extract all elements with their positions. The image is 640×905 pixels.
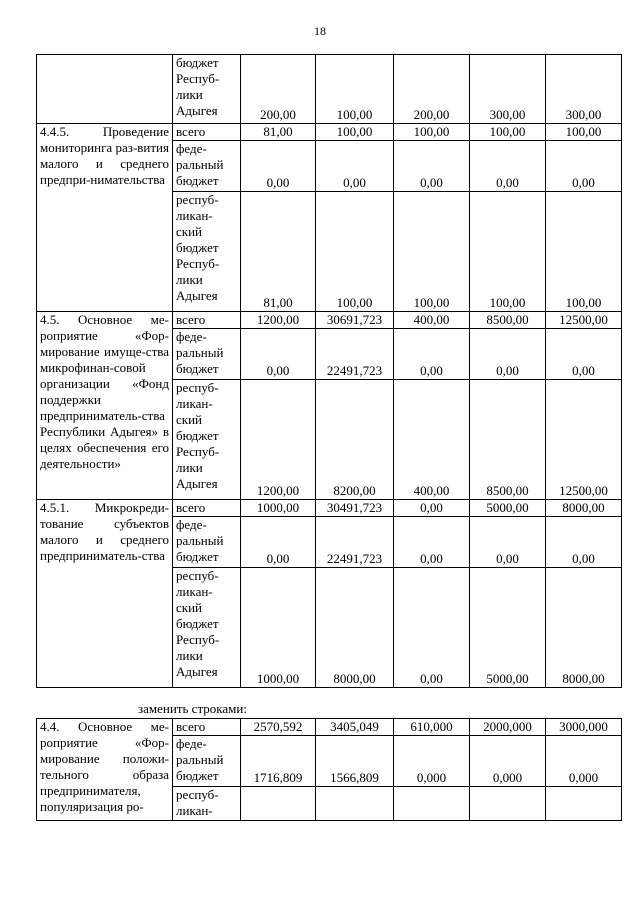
replace-note: заменить строками: <box>138 701 247 716</box>
value-cell: 12500,00 <box>546 312 622 329</box>
value-cell: 100,00 <box>546 124 622 141</box>
funding-source-cell: респуб- ликан- ский бюджет Респуб- лики Адыгея <box>173 380 241 500</box>
value-cell <box>470 787 546 821</box>
value-cell: 81,00 <box>241 124 316 141</box>
value-cell: 300,00 <box>470 55 546 124</box>
value-cell: 22491,723 <box>316 329 394 380</box>
value-cell <box>546 787 622 821</box>
value-cell: 100,00 <box>470 124 546 141</box>
funding-source-cell: респуб- ликан- ский бюджет Респуб- лики Адыгея <box>173 568 241 688</box>
value-cell <box>316 787 394 821</box>
measure-description: 4.4. Основное ме-роприятие «Фор-мирование положи-тельного образа предпринимателя, популяризация ро- <box>37 719 173 821</box>
value-cell: 30491,723 <box>316 500 394 517</box>
table-row <box>37 124 622 141</box>
table-row <box>37 500 622 517</box>
value-cell: 0,00 <box>470 517 546 568</box>
value-cell: 0,000 <box>394 736 470 787</box>
value-cell: 8200,00 <box>316 380 394 500</box>
value-cell: 1000,00 <box>241 568 316 688</box>
value-cell: 200,00 <box>394 55 470 124</box>
value-cell: 0,00 <box>546 517 622 568</box>
value-cell: 0,00 <box>316 141 394 192</box>
value-cell: 8500,00 <box>470 312 546 329</box>
value-cell: 12500,00 <box>546 380 622 500</box>
value-cell: 5000,00 <box>470 568 546 688</box>
page-number: 18 <box>314 24 326 38</box>
value-cell: 100,00 <box>316 124 394 141</box>
value-cell: 400,00 <box>394 312 470 329</box>
value-cell: 22491,723 <box>316 517 394 568</box>
funding-source-cell: всего <box>173 124 241 141</box>
measure-description: 4.4.5. Проведение мониторинга раз-вития малого и среднего предпри-нимательства <box>37 124 173 312</box>
value-cell: 2000,000 <box>470 719 546 736</box>
funding-source-cell: респуб- ликан- <box>173 787 241 821</box>
value-cell: 0,00 <box>546 141 622 192</box>
value-cell: 0,00 <box>394 517 470 568</box>
value-cell: 100,00 <box>394 192 470 312</box>
value-cell: 1716,809 <box>241 736 316 787</box>
value-cell: 300,00 <box>546 55 622 124</box>
value-cell: 8500,00 <box>470 380 546 500</box>
value-cell: 5000,00 <box>470 500 546 517</box>
funding-source-cell: феде- ральный бюджет <box>173 736 241 787</box>
value-cell: 610,000 <box>394 719 470 736</box>
funding-source-cell: феде- ральный бюджет <box>173 141 241 192</box>
value-cell: 1200,00 <box>241 380 316 500</box>
value-cell: 0,00 <box>241 329 316 380</box>
value-cell: 1000,00 <box>241 500 316 517</box>
value-cell: 8000,00 <box>546 500 622 517</box>
funding-source-cell: феде- ральный бюджет <box>173 329 241 380</box>
value-cell <box>394 787 470 821</box>
value-cell: 0,000 <box>470 736 546 787</box>
value-cell: 1200,00 <box>241 312 316 329</box>
table-row <box>37 719 622 736</box>
value-cell: 30691,723 <box>316 312 394 329</box>
value-cell: 0,00 <box>546 329 622 380</box>
value-cell: 0,00 <box>241 517 316 568</box>
value-cell: 0,00 <box>241 141 316 192</box>
funding-source-cell: всего <box>173 312 241 329</box>
measure-description: 4.5.1. Микрокреди-тование субъектов малого и среднего предприниматель-ства <box>37 500 173 688</box>
value-cell: 2570,592 <box>241 719 316 736</box>
value-cell: 0,00 <box>394 568 470 688</box>
value-cell: 100,00 <box>316 55 394 124</box>
measure-description: 4.5. Основное ме-роприятие «Фор-мирование имуще-ства микрофинан-совой организации «Фонд поддержки предприниматель-ства Республики Адыгея» в целях обеспечения его деятельности» <box>37 312 173 500</box>
value-cell: 100,00 <box>394 124 470 141</box>
value-cell: 3405,049 <box>316 719 394 736</box>
funding-source-cell: всего <box>173 719 241 736</box>
value-cell: 0,00 <box>394 329 470 380</box>
funding-source-cell: респуб- ликан- ский бюджет Респуб- лики Адыгея <box>173 192 241 312</box>
value-cell: 400,00 <box>394 380 470 500</box>
funding-source-cell: феде- ральный бюджет <box>173 517 241 568</box>
funding-source-cell: бюджет Респуб- лики Адыгея <box>173 55 241 124</box>
value-cell: 0,00 <box>470 329 546 380</box>
value-cell: 8000,00 <box>316 568 394 688</box>
budget-table-original <box>36 54 622 688</box>
value-cell: 100,00 <box>470 192 546 312</box>
value-cell <box>241 787 316 821</box>
value-cell: 0,00 <box>394 500 470 517</box>
value-cell: 200,00 <box>241 55 316 124</box>
value-cell: 81,00 <box>241 192 316 312</box>
value-cell: 0,00 <box>394 141 470 192</box>
value-cell: 0,000 <box>546 736 622 787</box>
value-cell: 100,00 <box>316 192 394 312</box>
budget-table-replacement <box>36 718 622 821</box>
value-cell: 1566,809 <box>316 736 394 787</box>
table-row <box>37 55 622 124</box>
value-cell: 100,00 <box>546 192 622 312</box>
funding-source-cell: всего <box>173 500 241 517</box>
value-cell: 0,00 <box>470 141 546 192</box>
value-cell: 3000,000 <box>546 719 622 736</box>
value-cell: 8000,00 <box>546 568 622 688</box>
table-row <box>37 312 622 329</box>
description-cell <box>37 55 173 124</box>
